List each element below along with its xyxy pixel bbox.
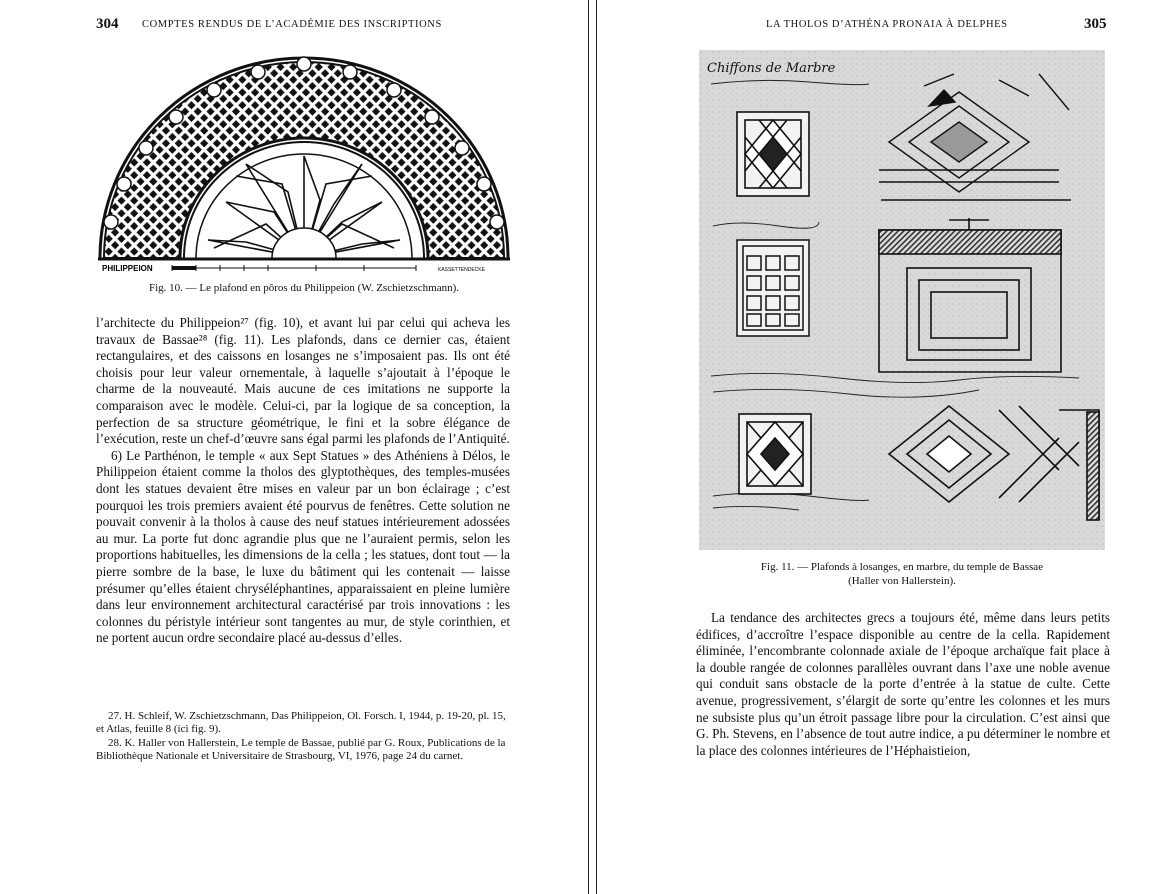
footnotes xyxy=(96,710,510,764)
running-head-right: LA THOLOS D’ATHÉNA PRONAIA À DELPHES xyxy=(766,19,1008,30)
figure-label-kassettendecke: KASSETTENDECKE xyxy=(438,267,485,273)
footnote-27: 27. H. Schleif, W. Zschietzschmann, Das Philippeion, Ol. Forsch. I, 1944, p. 19-20, pl. 15, et Atlas, feuille 8 (ici fig. 9). xyxy=(96,710,506,735)
figure-11-bassae-sketch xyxy=(699,50,1105,550)
figure-11-caption-line1: Fig. 11. — Plafonds à losanges, en marbre, du temple de Bassae xyxy=(760,561,1044,573)
figure-10-caption: Fig. 10. — Le plafond en pôros du Philippeion (W. Zschietzschmann). xyxy=(149,282,459,294)
right-body-text xyxy=(696,610,1110,759)
figure-11-caption-line2: (Haller von Hallerstein). xyxy=(848,575,956,587)
right-paragraph-1: La tendance des architectes grecs a toujours été, même dans leurs petits édifices, d’accroître l’espace disponible au centre de la cella. Rapidement éliminée, l’encombrante colonnade axiale de l’époque archaïque fait place à la double rangée de colonnes parallèles ouvrant dans l’axe une noble avenue qui conduit sans obstacle de la porte d’entrée à la statue de culte. Cette avenue, progressivement, s’élargit de sorte qu’entre les colonnes et les murs ne subsiste plus qu’un étroit passage libre pour la circulation. C’est ainsi que G. Ph. Stevens, en l’absence de tout autre indice, a pu déterminer le nombre et la place des colonnes intérieures de l’Héphaistieion, xyxy=(696,610,1110,758)
gutter-line xyxy=(588,0,589,894)
sketch-heading: Chiffons de Marbre xyxy=(707,61,836,76)
figure-label-philippeion: PHILIPPEION xyxy=(102,264,153,273)
left-paragraph-2: 6) Le Parthénon, le temple « aux Sept Statues » des Athéniens à Délos, le Philippeion étaient comme la tholos des glyptothèques, des temples-musées dont les statues devaient être mises en valeur par un bon éclairage ; c’est pourquoi les trois premiers avaient été pourvus de fenêtres. Cette solution ne pouvait convenir à la tholos à cause des neuf statues intérieurement adossées au mur. La porte fut donc agrandie plus que ne l’auraient permis, selon les proportions habituelles, les dimensions de la cella ; les statues, dont tout — la pierre sombre de la base, le luxe du bâtiment qui les contenait — laisse présumer qu’elles étaient chryséléphantines, apparaissaient en pleine lumière dans leur environnement architectural caractérisé par trois innovations : les colonnes du péristyle intérieur sont tangentes au mur, de style corinthien, et ne portent aucun ordre secondaire placé au-dessus d’elles. xyxy=(96,447,510,646)
page-number-left: 304 xyxy=(96,16,119,32)
footnote-28: 28. K. Haller von Hallerstein, Le temple de Bassae, publié par G. Roux, Publications de la Bibliothèque Nationale et Universitaire de Strasbourg, VI, 1976, page 24 du carnet. xyxy=(96,737,506,762)
page-number-right: 305 xyxy=(1084,16,1107,32)
right-page xyxy=(606,0,1158,894)
figure-10-philippeion-ceiling xyxy=(96,52,512,274)
left-page xyxy=(0,0,578,894)
left-paragraph-1: l’architecte du Philippeion²⁷ (fig. 10), et avant lui par celui qui acheva les travaux de Bassae²⁸ (fig. 11). Les plafonds, dans ce dernier cas, étaient rectangulaires, et des caissons en losanges ne s’imposaient pas. Ils ont été choisis pour leur valeur ornementale, à laquelle s’ajoutait à l’époque le charme de la nouveauté. Mais aucune de ces imitations ne supporte la comparaison avec le modèle. Celui-ci, par la logique de sa conception, la perfection de sa structure géométrique, le fini et la sobre élégance de l’exécution, reste un chef-d’œuvre sans égal parmi les plafonds de l’Antiquité. xyxy=(96,315,510,447)
left-body-text xyxy=(96,315,510,647)
figure-11-caption xyxy=(699,560,1105,588)
running-head-left: COMPTES RENDUS DE L’ACADÉMIE DES INSCRIPTIONS xyxy=(142,19,442,30)
gutter-line xyxy=(596,0,597,894)
